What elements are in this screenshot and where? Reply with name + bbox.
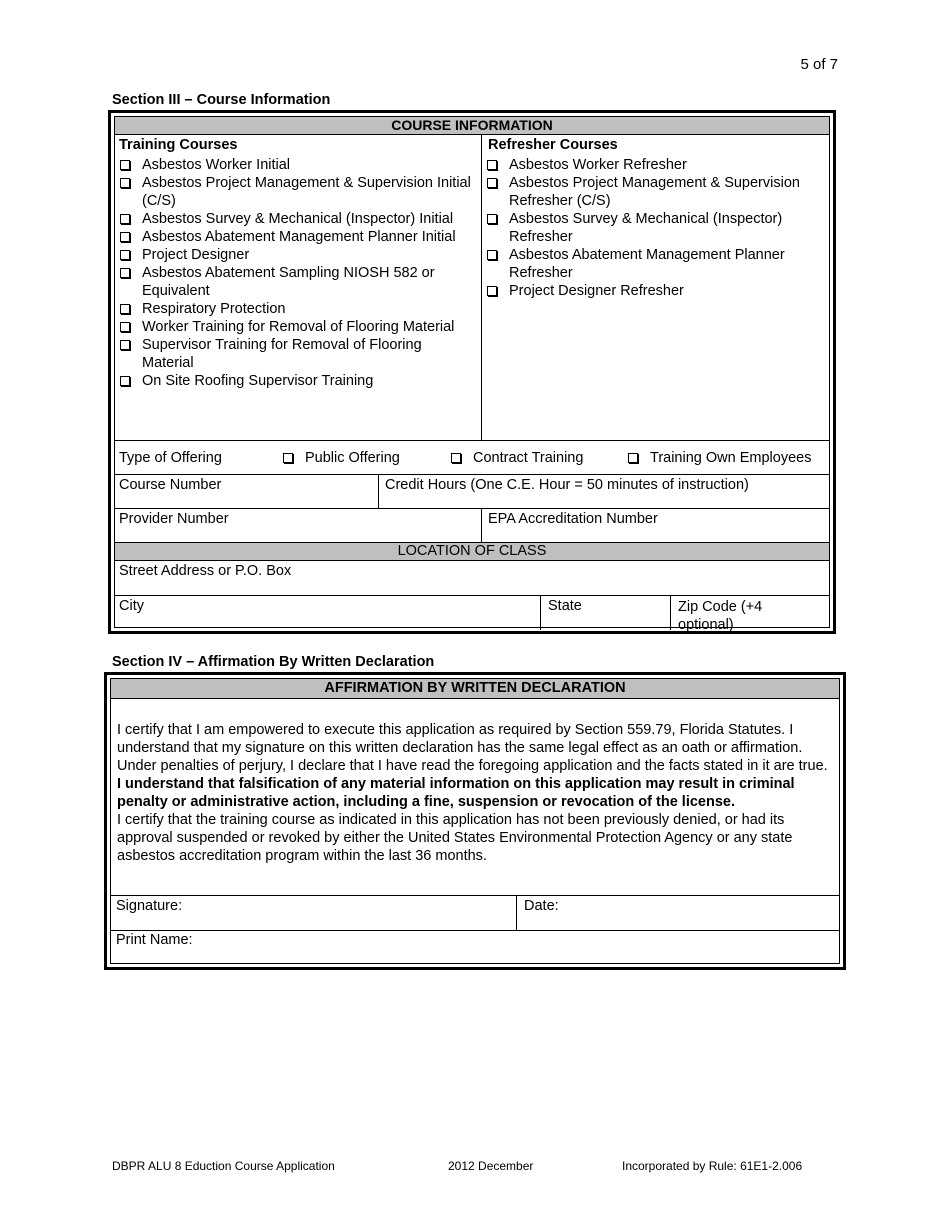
- contract-training-checkbox[interactable]: [451, 453, 461, 463]
- provider-number-field[interactable]: Provider Number: [119, 511, 229, 527]
- refresher-course-label: Asbestos Worker Refresher: [509, 157, 687, 173]
- training-course-item[interactable]: [115, 300, 475, 318]
- training-course-item[interactable]: [115, 210, 475, 228]
- training-course-item[interactable]: [115, 372, 475, 390]
- refresher-course-label: Asbestos Survey & Mechanical (Inspector) Refresher: [509, 211, 783, 245]
- training-course-item[interactable]: [115, 156, 475, 174]
- training-course-checkbox[interactable]: [120, 250, 130, 260]
- footer-rule: Incorporated by Rule: 61E1-2.006: [622, 1159, 803, 1173]
- refresher-courses-title: Refresher Courses: [488, 137, 618, 153]
- refresher-courses-list: [482, 156, 830, 300]
- training-course-checkbox[interactable]: [120, 304, 130, 314]
- training-course-item[interactable]: [115, 228, 475, 246]
- public-offering-option[interactable]: Public Offering: [283, 450, 400, 466]
- refresher-course-item[interactable]: [482, 174, 830, 210]
- public-offering-checkbox[interactable]: [283, 453, 293, 463]
- city-field[interactable]: City: [119, 598, 144, 614]
- contract-training-option[interactable]: Contract Training: [451, 450, 583, 466]
- training-course-item[interactable]: [115, 336, 475, 372]
- affirmation-title: AFFIRMATION BY WRITTEN DECLARATION: [111, 679, 839, 699]
- training-own-employees-option[interactable]: Training Own Employees: [628, 450, 811, 466]
- refresher-course-label: Asbestos Project Management & Supervision Refresher (C/S): [509, 175, 800, 209]
- declaration-paragraph-1: I certify that I am empowered to execute this application as required by Section 559.79, Florida Statutes. I understand that my signature on this written declaration has the same legal effect as an oath or affirmation. Under penalties of perjury, I declare that I have read the foregoing application and the facts stated in it are true. I understand that falsification of any material information on this application may result in criminal penalty or administrative action, including a fine, suspension or revocation of the license.: [117, 722, 828, 810]
- training-course-checkbox[interactable]: [120, 178, 130, 188]
- refresher-course-item[interactable]: [482, 156, 830, 174]
- training-course-checkbox[interactable]: [120, 160, 130, 170]
- street-address-field[interactable]: Street Address or P.O. Box: [119, 563, 292, 579]
- print-name-field[interactable]: Print Name:: [116, 932, 193, 948]
- course-information-title: COURSE INFORMATION: [115, 117, 829, 135]
- state-field[interactable]: State: [548, 598, 582, 614]
- refresher-course-checkbox[interactable]: [487, 160, 497, 170]
- type-of-offering-label: Type of Offering: [119, 450, 222, 466]
- location-of-class-title: LOCATION OF CLASS: [115, 542, 829, 561]
- training-course-label: Respiratory Protection: [142, 301, 286, 317]
- refresher-course-checkbox[interactable]: [487, 214, 497, 224]
- training-course-item[interactable]: [115, 174, 475, 210]
- course-information-table: [108, 110, 836, 634]
- training-course-label: Asbestos Abatement Management Planner Initial: [142, 229, 456, 245]
- footer-date: 2012 December: [448, 1159, 534, 1173]
- training-course-label: Worker Training for Removal of Flooring Material: [142, 319, 455, 335]
- training-course-checkbox[interactable]: [120, 214, 130, 224]
- training-course-label: Supervisor Training for Removal of Flooring Material: [142, 337, 422, 371]
- page-number: 5 of 7: [800, 56, 838, 73]
- affirmation-table: [104, 672, 846, 970]
- refresher-course-label: Project Designer Refresher: [509, 283, 684, 299]
- training-course-checkbox[interactable]: [120, 376, 130, 386]
- credit-hours-field[interactable]: Credit Hours (One C.E. Hour = 50 minutes of instruction): [385, 477, 749, 493]
- footer-form-name: DBPR ALU 8 Eduction Course Application: [112, 1159, 335, 1173]
- refresher-course-checkbox[interactable]: [487, 178, 497, 188]
- section-4-heading: Section IV – Affirmation By Written Declaration: [112, 654, 435, 670]
- training-course-checkbox[interactable]: [120, 268, 130, 278]
- refresher-course-item[interactable]: [482, 210, 830, 246]
- refresher-course-checkbox[interactable]: [487, 250, 497, 260]
- course-number-field[interactable]: Course Number: [119, 477, 222, 493]
- training-course-checkbox[interactable]: [120, 340, 130, 350]
- training-course-item[interactable]: [115, 246, 475, 264]
- training-course-label: Asbestos Project Management & Supervision Initial (C/S): [142, 175, 471, 209]
- training-own-employees-checkbox[interactable]: [628, 453, 638, 463]
- training-course-item[interactable]: [115, 264, 475, 300]
- training-courses-list: [115, 156, 475, 390]
- declaration-text: [117, 721, 831, 865]
- section-3-heading: Section III – Course Information: [112, 92, 331, 108]
- refresher-course-item[interactable]: [482, 246, 830, 282]
- refresher-course-label: Asbestos Abatement Management Planner Refresher: [509, 247, 785, 281]
- epa-accreditation-number-field[interactable]: EPA Accreditation Number: [488, 511, 658, 527]
- signature-field[interactable]: Signature:: [116, 898, 183, 914]
- training-course-label: Project Designer: [142, 247, 250, 263]
- declaration-paragraph-2: I certify that the training course as indicated in this application has not been previously denied, or had its approval suspended or revoked by either the United States Environmental Protection Agency or any state asbestos accreditation program within the last 36 months.: [117, 812, 793, 864]
- zip-code-field[interactable]: Zip Code (+4 optional): [678, 599, 763, 633]
- training-course-label: Asbestos Survey & Mechanical (Inspector) Initial: [142, 211, 454, 227]
- training-courses-title: Training Courses: [119, 137, 238, 153]
- training-course-checkbox[interactable]: [120, 322, 130, 332]
- refresher-course-checkbox[interactable]: [487, 286, 497, 296]
- training-course-checkbox[interactable]: [120, 232, 130, 242]
- training-course-label: Asbestos Worker Initial: [142, 157, 291, 173]
- training-course-item[interactable]: [115, 318, 475, 336]
- refresher-course-item[interactable]: [482, 282, 830, 300]
- date-field[interactable]: Date:: [524, 898, 559, 914]
- training-course-label: On Site Roofing Supervisor Training: [142, 373, 374, 389]
- training-course-label: Asbestos Abatement Sampling NIOSH 582 or Equivalent: [142, 265, 435, 299]
